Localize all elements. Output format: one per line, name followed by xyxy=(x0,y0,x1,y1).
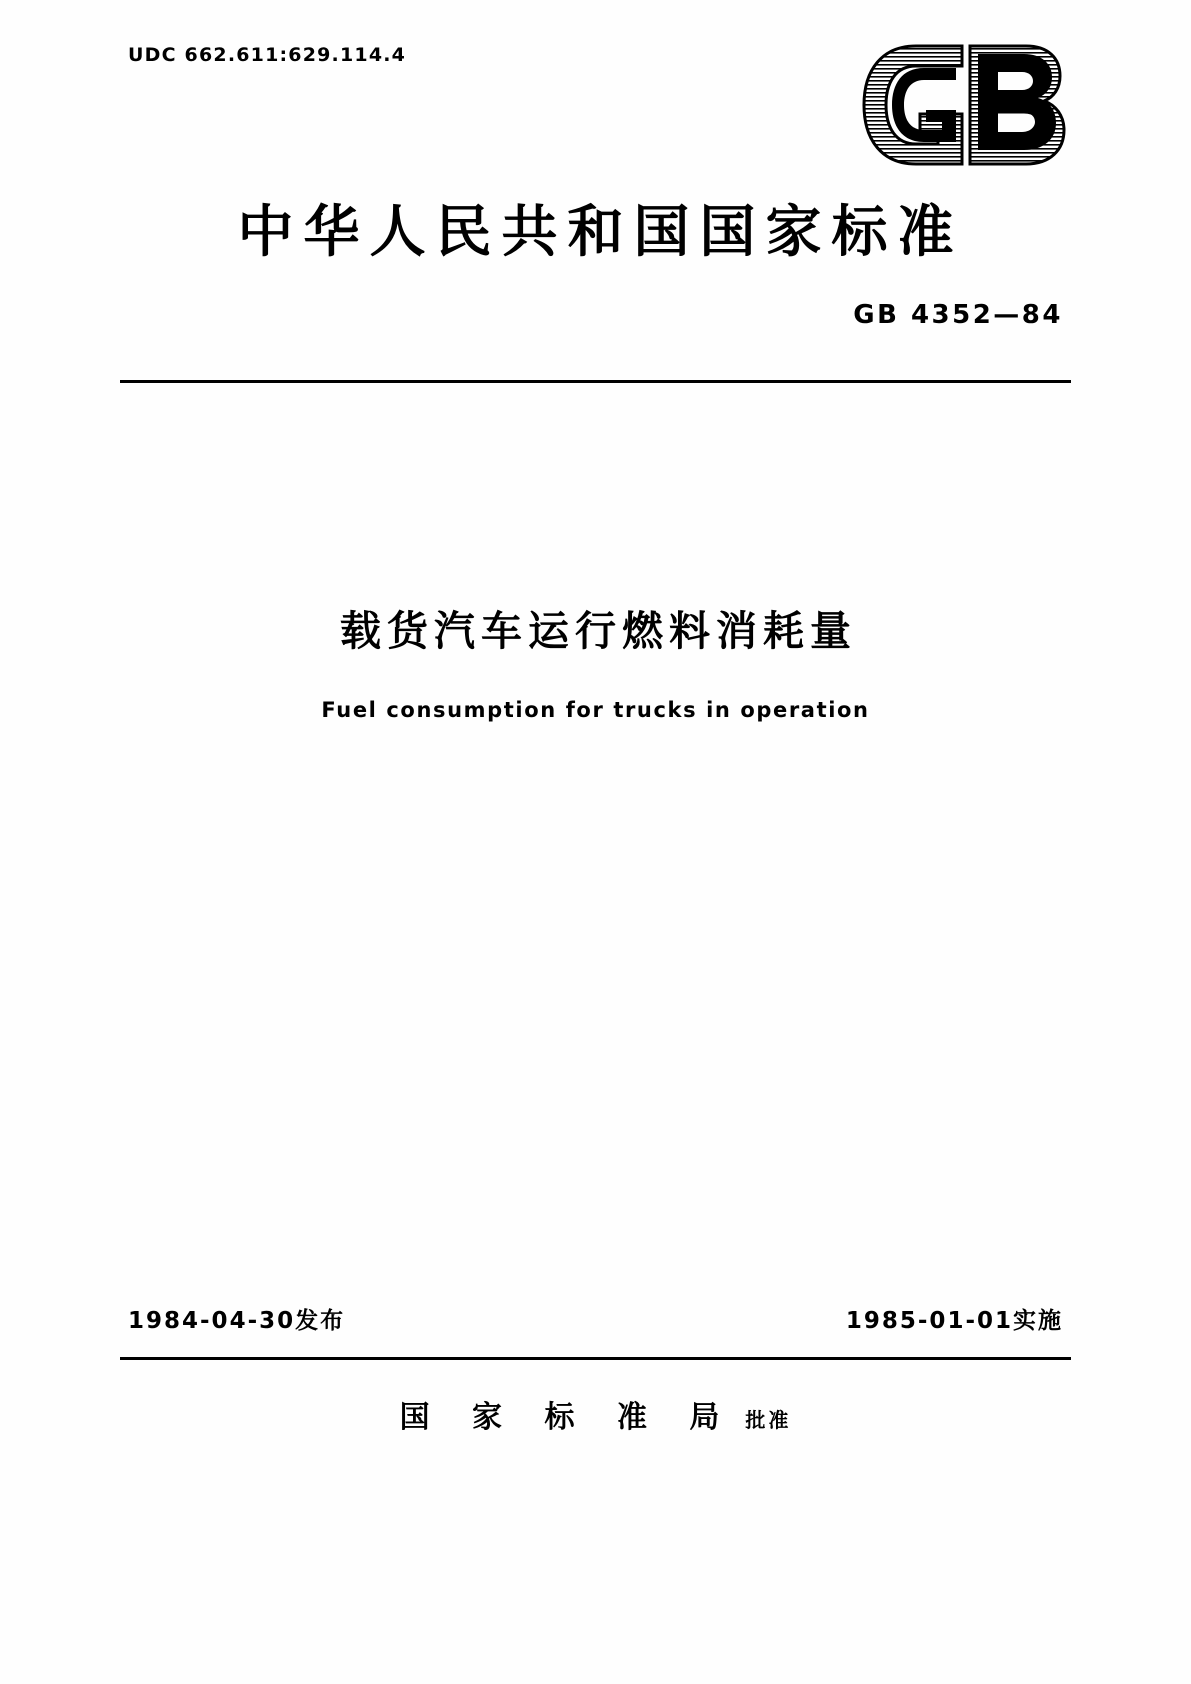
footer-divider xyxy=(120,1357,1071,1360)
approval-label: 批准 xyxy=(745,1408,792,1432)
issuing-organization: 国 家 标 准 局 xyxy=(399,1400,736,1435)
national-standard-title: 中华人民共和国国家标准 xyxy=(237,200,964,265)
document-title-english: Fuel consumption for trucks in operation xyxy=(321,698,870,722)
udc-classification: UDC 662.611:629.114.4 xyxy=(128,44,407,66)
gb-logo-icon xyxy=(858,40,1073,170)
effective-date: 1985-01-01实施 xyxy=(845,1308,1063,1334)
issue-date: 1984-04-30发布 xyxy=(128,1308,346,1334)
issuer-line xyxy=(0,1392,1191,1436)
document-title-chinese: 载货汽车运行燃料消耗量 xyxy=(340,607,857,655)
header-divider xyxy=(120,380,1071,383)
standard-number: GB 4352—84 xyxy=(853,300,1063,330)
